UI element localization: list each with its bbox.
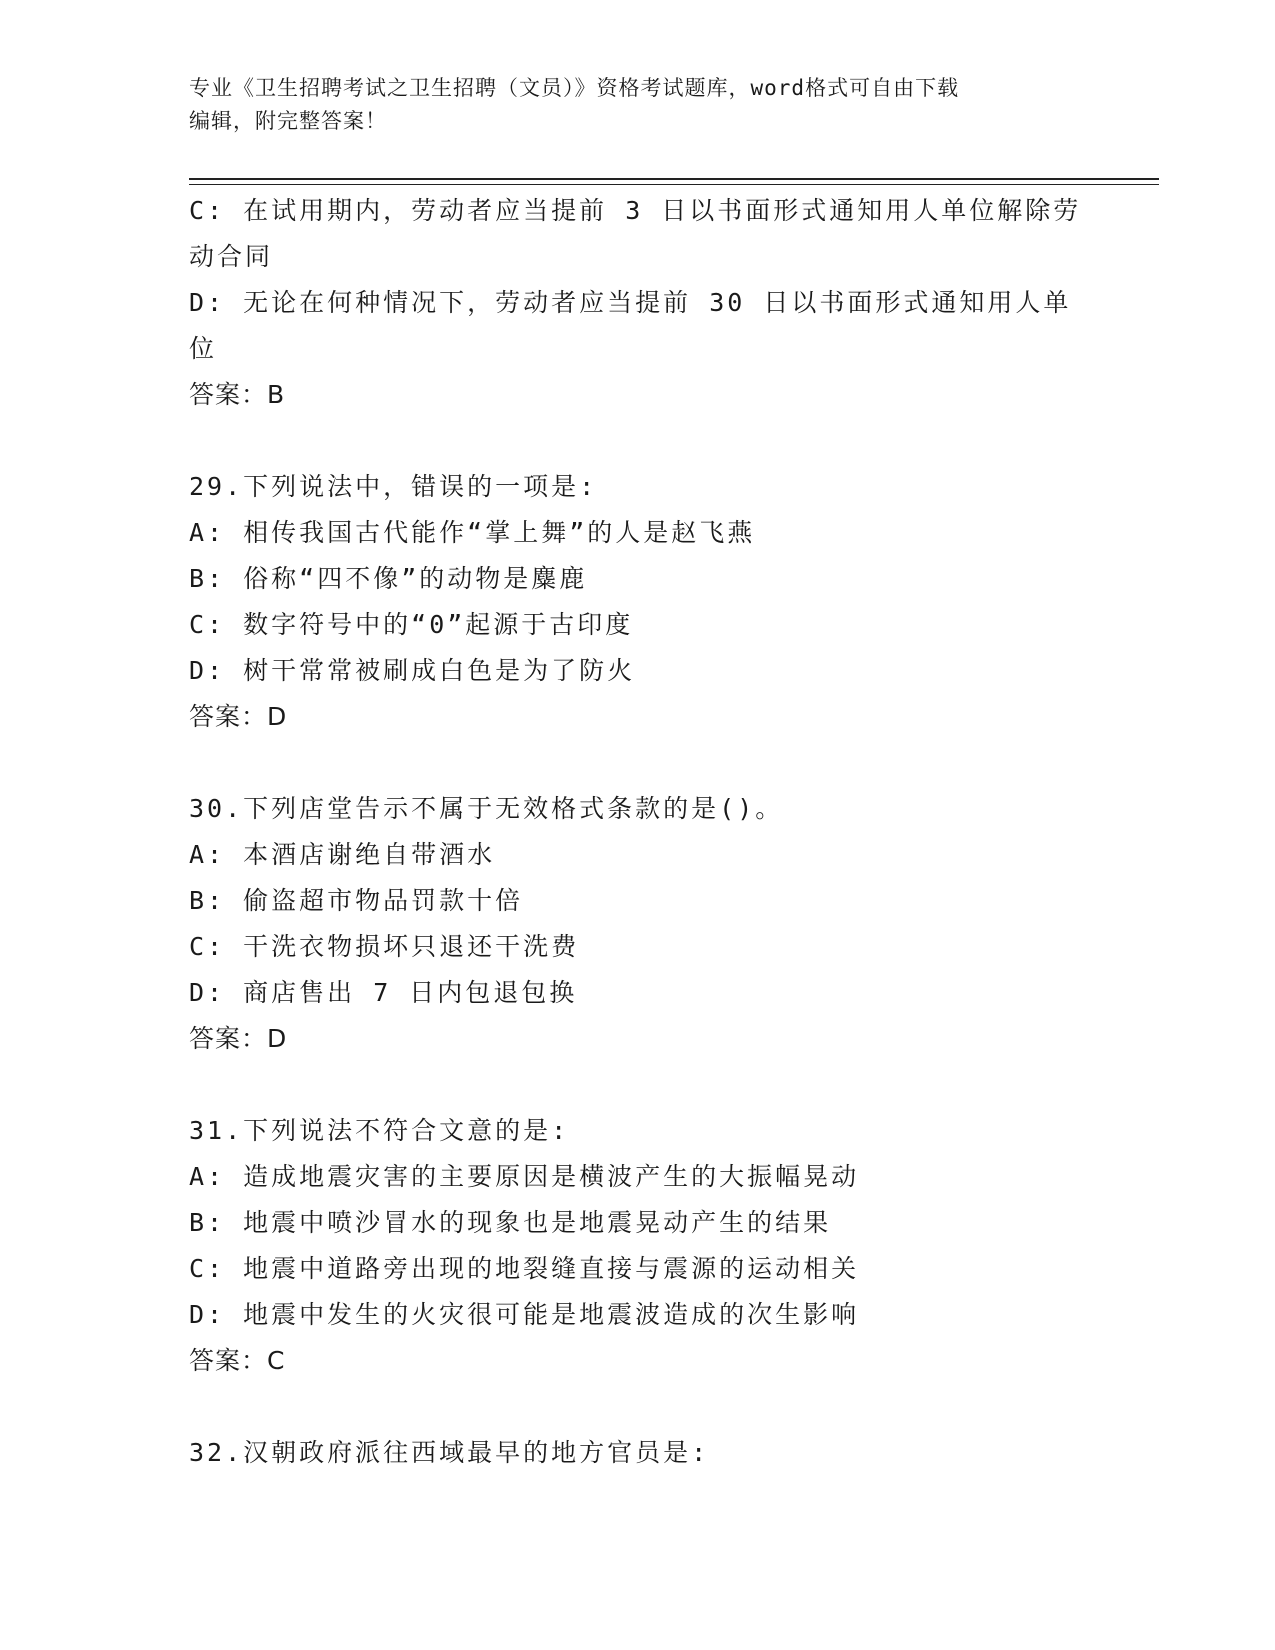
option-a: A: 造成地震灾害的主要原因是横波产生的大振幅晃动: [189, 1162, 860, 1191]
header-line-2: 编辑，附完整答案！: [189, 109, 387, 133]
document-header: [189, 72, 1089, 138]
option-d: D: 地震中发生的火灾很可能是地震波造成的次生影响: [189, 1300, 860, 1329]
question-block-31: [189, 1108, 1089, 1384]
question-text: 29.下列说法中，错误的一项是:: [189, 472, 598, 501]
question-block-32: [189, 1430, 1089, 1476]
spacer: [189, 1062, 1089, 1108]
option-a: A: 相传我国古代能作“掌上舞”的人是赵飞燕: [189, 518, 756, 547]
spacer: [189, 418, 1089, 464]
question-list: [189, 188, 1089, 1476]
option-a: A: 本酒店谢绝自带酒水: [189, 840, 496, 869]
spacer: [189, 740, 1089, 786]
question-text: 30.下列店堂告示不属于无效格式条款的是()。: [189, 794, 784, 823]
header-line-1: 专业《卫生招聘考试之卫生招聘（文员）》资格考试题库，word格式可自由下载: [189, 76, 960, 100]
option-b: B: 俗称“四不像”的动物是麋鹿: [189, 564, 588, 593]
option-c: C: 干洗衣物损坏只退还干洗费: [189, 932, 580, 961]
answer-label: 答案：B: [189, 380, 286, 409]
option-b: B: 地震中喷沙冒水的现象也是地震晃动产生的结果: [189, 1208, 832, 1237]
option-c: C: 地震中道路旁出现的地裂缝直接与震源的运动相关: [189, 1254, 860, 1283]
answer-label: 答案：C: [189, 1346, 286, 1375]
option-c: C: 数字符号中的“0”起源于古印度: [189, 610, 634, 639]
answer-label: 答案：D: [189, 1024, 288, 1053]
spacer: [189, 1384, 1089, 1430]
option-c: C: 在试用期内，劳动者应当提前 3 日以书面形式通知用人单位解除劳: [189, 196, 1082, 225]
option-c-continued: 动合同: [189, 242, 274, 271]
question-block-28: [189, 188, 1089, 418]
option-b: B: 偷盗超市物品罚款十倍: [189, 886, 524, 915]
answer-label: 答案：D: [189, 702, 288, 731]
question-block-30: [189, 786, 1089, 1062]
header-divider-thin: [189, 184, 1159, 185]
question-block-29: [189, 464, 1089, 740]
option-d: D: 无论在何种情况下，劳动者应当提前 30 日以书面形式通知用人单: [189, 288, 1072, 317]
option-d-continued: 位: [189, 334, 218, 363]
header-divider-thick: [189, 178, 1159, 180]
question-text: 32.汉朝政府派往西域最早的地方官员是:: [189, 1438, 710, 1467]
option-d: D: 商店售出 7 日内包退包换: [189, 978, 578, 1007]
option-d: D: 树干常常被刷成白色是为了防火: [189, 656, 636, 685]
question-text: 31.下列说法不符合文意的是:: [189, 1116, 570, 1145]
